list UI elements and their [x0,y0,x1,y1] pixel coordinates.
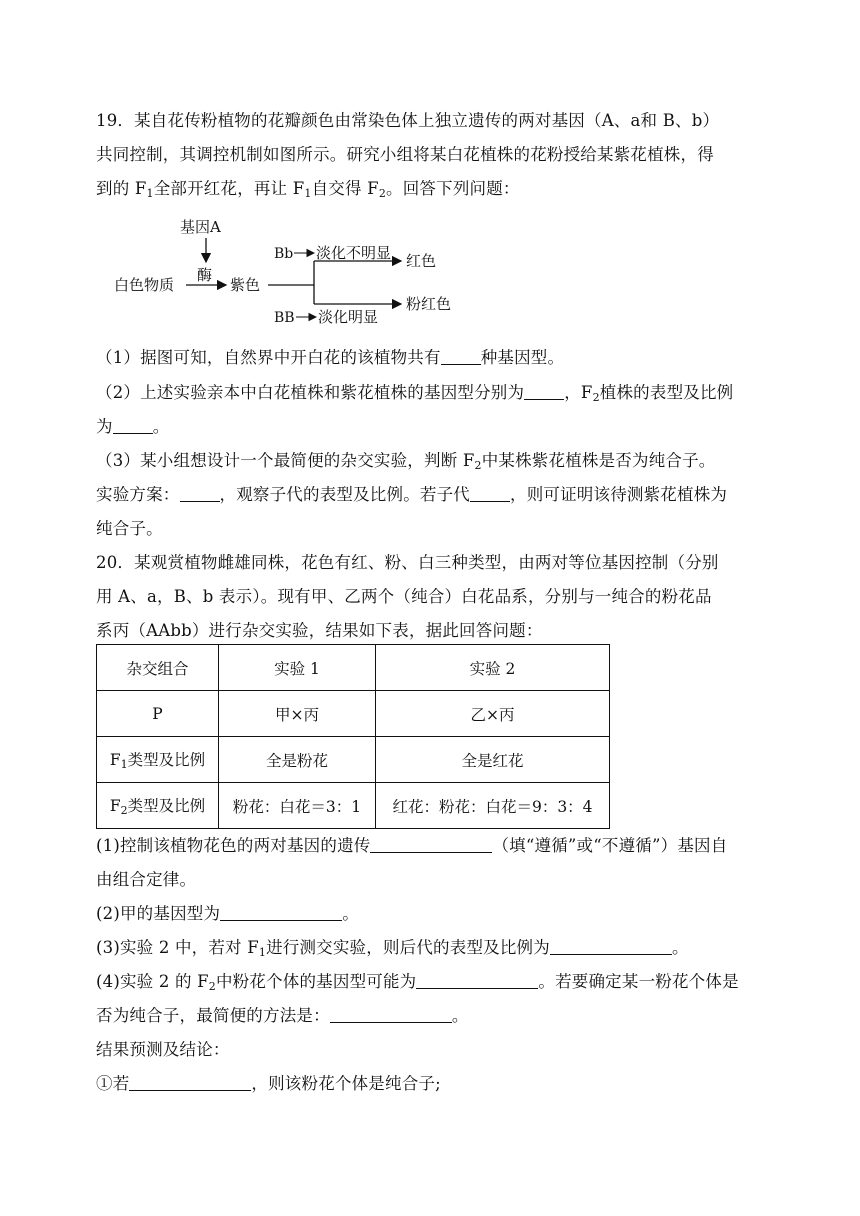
pink-label: 粉红色 [406,295,452,313]
q19-line-1: 19．某自花传粉植物的花瓣颜色由常染色体上独立遗传的两对基因（A、a和 B、b） [96,111,720,130]
q19-sub-2: （2）上述实验亲本中白花植株和紫花植株的基因型分别为 ，$F_2$植株的表型及比例 [96,383,734,404]
experiment-table [96,644,610,829]
table-row [97,645,610,691]
result-title: 结果预测及结论： [96,1040,230,1059]
table-row [97,737,610,783]
answer-blank[interactable] [370,838,492,853]
q20-sub-4: (4)实验 2 的 $F_2$中粉花个体的基因型可能为 。若要确定某一粉花个体是 [96,972,739,993]
answer-blank[interactable] [550,940,672,955]
table-cell: 乙×丙 [376,691,610,737]
purple-label: 紫色 [230,276,261,294]
table-cell: $F_2$类型及比例 [97,783,219,829]
q19-sub-2-cont: 为 。 [96,417,170,436]
table-row [97,783,610,829]
fade-weak-label: 淡化不明显 [316,244,392,262]
q20-line-3: 系丙（AAbb）进行杂交实验，结果如下表，据此回答问题： [96,621,543,640]
table-cell: 甲×丙 [219,691,376,737]
answer-blank[interactable] [330,1008,452,1023]
answer-blank[interactable] [416,974,538,989]
answer-blank[interactable] [220,906,342,921]
enzyme-label: 酶 [197,266,213,284]
answer-blank[interactable] [180,487,220,502]
table-cell: 全是粉花 [219,737,376,783]
bb-lower-label: BB [274,310,295,326]
q19-line-3: 到的 $F_1$全部开红花，再让 $F_1$自交得 $F_2$。回答下列问题： [96,179,520,200]
q19-sub-3-end: 纯合子。 [96,519,163,538]
q19-line-2: 共同控制，其调控机制如图所示。研究小组将某白花植株的花粉授给某紫花植株，得 [96,145,714,164]
table-cell: 粉花：白花＝3：1 [219,783,376,829]
q20-sub-2: (2)甲的基因型为 。 [96,904,359,923]
white-substance-label: 白色物质 [114,276,175,294]
table-cell: 杂交组合 [97,645,219,691]
answer-blank[interactable] [113,419,153,434]
table-cell: $F_1$类型及比例 [97,737,219,783]
table-cell: 实验 1 [219,645,376,691]
fade-strong-label: 淡化明显 [318,308,379,326]
q19-sub-1: （1）据图可知，自然界中开白花的该植物共有 种基因型。 [96,348,565,367]
table-cell: 红花：粉花：白花＝9：3：4 [376,783,610,829]
gene-a-label: 基因A [180,218,221,236]
q20-sub-1: (1)控制该植物花色的两对基因的遗传 （填“遵循”或“不遵循”）基因自 [96,836,728,855]
table-cell: 实验 2 [376,645,610,691]
table-cell: P [97,691,219,737]
result-1: ①若 ，则该粉花个体是纯合子; [96,1074,441,1093]
answer-blank[interactable] [524,385,564,400]
table-cell: 全是红花 [376,737,610,783]
regulation-diagram [96,206,556,336]
answer-blank[interactable] [129,1076,251,1091]
q20-line-1: 20．某观赏植物雌雄同株，花色有红、粉、白三种类型，由两对等位基因控制（分别 [96,553,719,572]
bb-upper-label: Bb [274,246,294,262]
red-label: 红色 [406,252,437,270]
q20-sub-3: (3)实验 2 中，若对 $F_1$进行测交实验，则后代的表型及比例为 。 [96,938,689,959]
q19-sub-3-cont: 实验方案： ，观察子代的表型及比例。若子代 ，则可证明该待测紫花植株为 [96,485,728,504]
table-row [97,691,610,737]
q19-sub-3: （3）某小组想设计一个最简便的杂交实验，判断 $F_2$中某株紫花植株是否为纯合子。 [96,451,716,472]
q20-sub-4-cont: 否为纯合子，最简便的方法是： 。 [96,1006,469,1025]
answer-blank[interactable] [441,350,481,365]
q20-line-2: 用 A、a，B、b 表示）。现有甲、乙两个（纯合）白花品系，分别与一纯合的粉花品 [96,587,712,606]
q20-sub-1-cont: 由组合定律。 [96,870,197,889]
answer-blank[interactable] [470,487,510,502]
